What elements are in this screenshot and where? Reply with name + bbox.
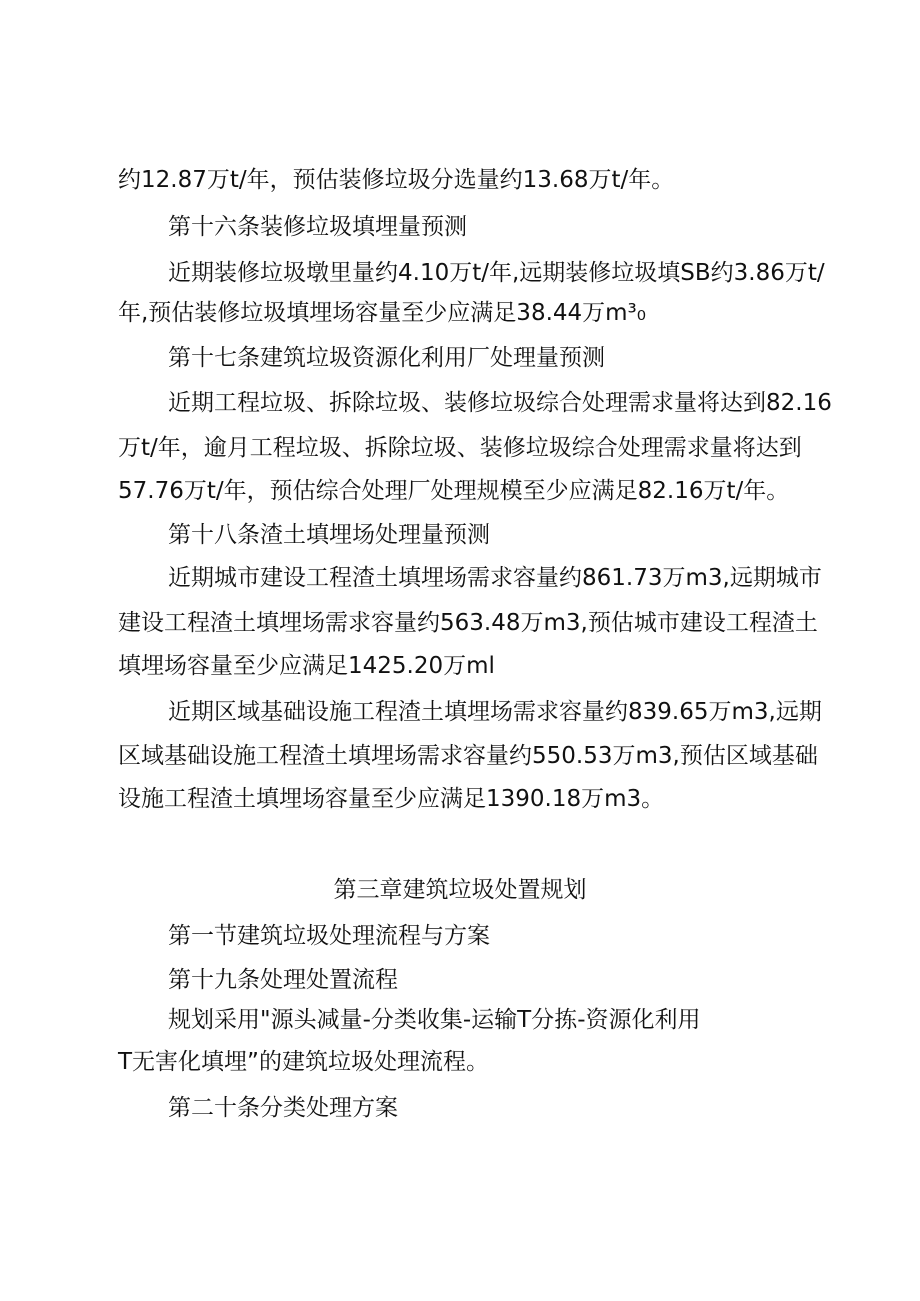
paragraph-line: 近期工程垃圾、拆除垃圾、装修垃圾综合处理需求量将达到82.16: [168, 390, 832, 416]
paragraph-line: 年,预估装修垃圾填埋场容量至少应满足38.44万m³₀: [118, 300, 647, 326]
chapter-title: 第三章建筑垃圾处置规划: [333, 877, 587, 903]
article-heading: 第十七条建筑垃圾资源化利用厂处理量预测: [168, 345, 605, 371]
paragraph-line: 设施工程渣土填埋场容量至少应满足1390.18万m3。: [118, 786, 665, 812]
paragraph-line: 规划采用"源头减量-分类收集-运输T分拣-资源化利用: [168, 1007, 701, 1033]
article-heading: 第十六条装修垃圾填埋量预测: [168, 214, 467, 240]
paragraph-line: 区域基础设施工程渣土填埋场需求容量约550.53万m3,预估区域基础: [118, 743, 818, 769]
section-heading: 第一节建筑垃圾处理流程与方案: [168, 923, 490, 949]
paragraph-line: 填埋场容量至少应满足1425.20万ml: [118, 653, 495, 679]
paragraph-line: 57.76万t/年，预估综合处理厂处理规模至少应满足82.16万t/年。: [118, 478, 790, 504]
paragraph-line: 建设工程渣土填埋场需求容量约563.48万m3,预估城市建设工程渣土: [118, 610, 818, 636]
paragraph-line: 约12.87万t/年，预估装修垃圾分选量约13.68万t/年。: [118, 167, 675, 193]
article-heading: 第十九条处理处置流程: [168, 967, 398, 993]
article-heading: 第十八条渣土填埋场处理量预测: [168, 522, 490, 548]
paragraph-line: 近期装修垃圾墩里量约4.10万t/年,远期装修垃圾填SB约3.86万t/: [168, 260, 825, 286]
paragraph-line: 近期城市建设工程渣土填埋场需求容量约861.73万m3,远期城市: [168, 565, 822, 591]
article-heading: 第二十条分类处理方案: [168, 1095, 398, 1121]
paragraph-line: T无害化填埋”的建筑垃圾处理流程。: [118, 1049, 489, 1075]
paragraph-line: 近期区域基础设施工程渣土填埋场需求容量约839.65万m3,远期: [168, 699, 822, 725]
paragraph-line: 万t/年，逾月工程垃圾、拆除垃圾、装修垃圾综合处理需求量将达到: [118, 435, 802, 461]
